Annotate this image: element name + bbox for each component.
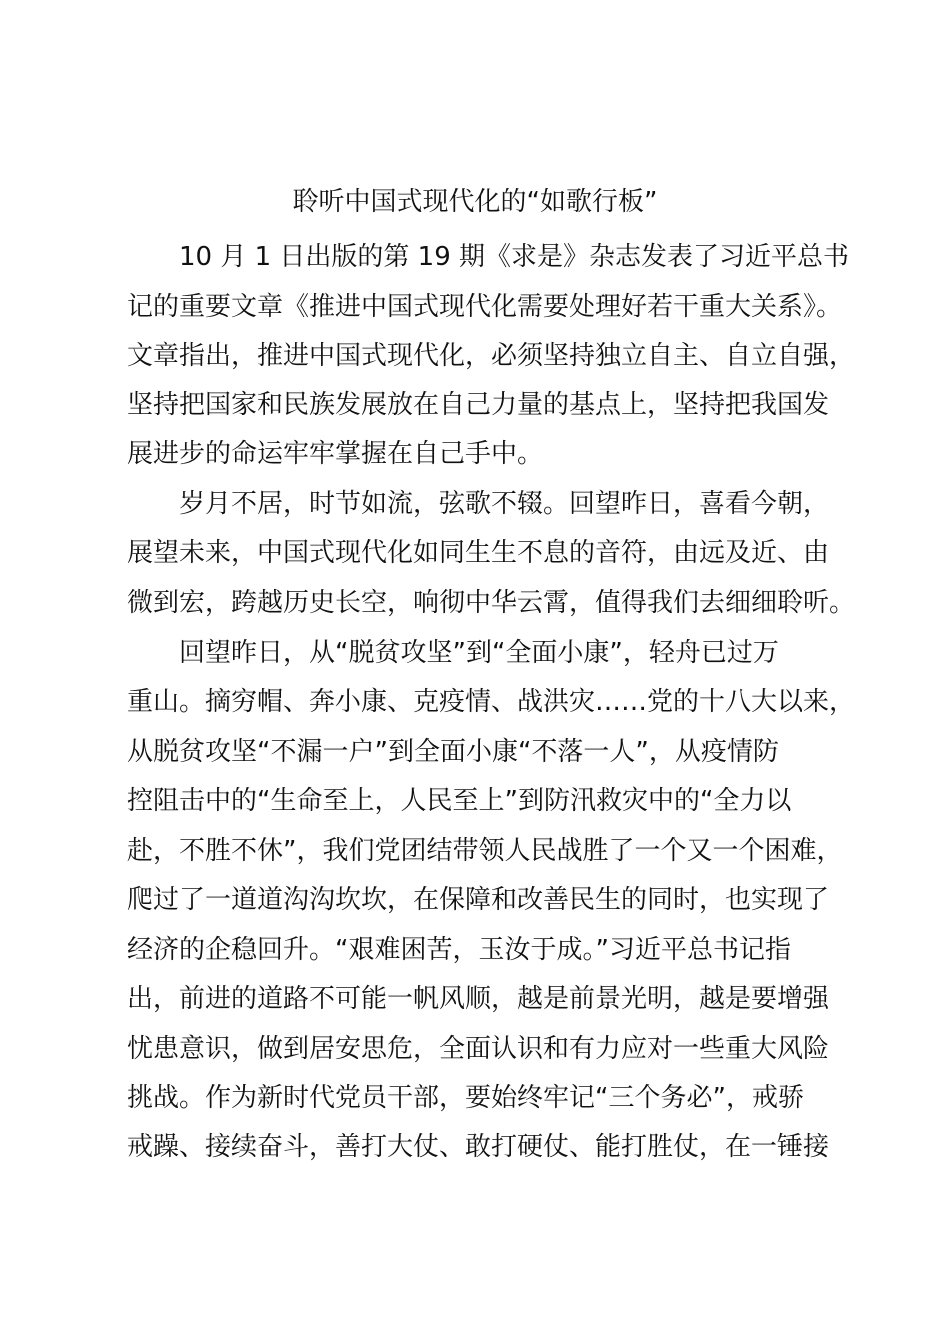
paragraph-3-line-7: 经济的企稳回升。“艰难困苦，玉汝于成。”习近平总书记指 [127, 935, 791, 965]
paragraph-1-line-2: 记的重要文章《推进中国式现代化需要处理好若干重大关系》。 [127, 292, 843, 322]
paragraph-1-line-1: 10 月 1 日出版的第 19 期《求是》杂志发表了习近平总书 [179, 242, 850, 272]
paragraph-3-line-10: 挑战。作为新时代党员干部，要始终牢记“三个务必”，戒骄 [127, 1083, 804, 1113]
paragraph-1-line-4: 坚持把国家和民族发展放在自己力量的基点上，坚持把我国发 [127, 390, 830, 420]
paragraph-2-line-1: 岁月不居，时节如流，弦歌不辍。回望昨日，喜看今朝， [179, 489, 830, 519]
paragraph-3-line-3: 从脱贫攻坚“不漏一户”到全面小康“不落一人”，从疫情防 [127, 737, 779, 767]
paragraph-1-line-3: 文章指出，推进中国式现代化，必须坚持独立自主、自立自强， [127, 341, 856, 371]
paragraph-3-line-11: 戒躁、接续奋斗，善打大仗、敢打硬仗、能打胜仗，在一锤接 [127, 1132, 830, 1162]
paragraph-2-line-3: 微到宏，跨越历史长空，响彻中华云霄，值得我们去细细聆听。 [127, 588, 856, 618]
paragraph-3-line-2: 重山。摘穷帽、奔小康、克疫情、战洪灾……党的十八大以来， [127, 687, 856, 717]
paragraph-3-line-5: 赴，不胜不休”，我们党团结带领人民战胜了一个又一个困难， [127, 836, 843, 866]
paragraph-3-line-1: 回望昨日，从“脱贫攻坚”到“全面小康”，轻舟已过万 [179, 638, 779, 668]
document-title: 聆听中国式现代化的“如歌行板” [292, 187, 658, 217]
paragraph-3-line-8: 出，前进的道路不可能一帆风顺，越是前景光明，越是要增强 [127, 984, 830, 1014]
paragraph-2-line-2: 展望未来，中国式现代化如同生生不息的音符，由远及近、由 [127, 538, 830, 568]
paragraph-3-line-4: 控阻击中的“生命至上，人民至上”到防汛救灾中的“全力以 [127, 786, 792, 816]
paragraph-1-line-5: 展进步的命运牢牢掌握在自己手中。 [127, 439, 544, 469]
paragraph-3-line-9: 忧患意识，做到居安思危，全面认识和有力应对一些重大风险 [127, 1034, 830, 1064]
paragraph-3-line-6: 爬过了一道道沟沟坎坎，在保障和改善民生的同时，也实现了 [127, 885, 830, 915]
